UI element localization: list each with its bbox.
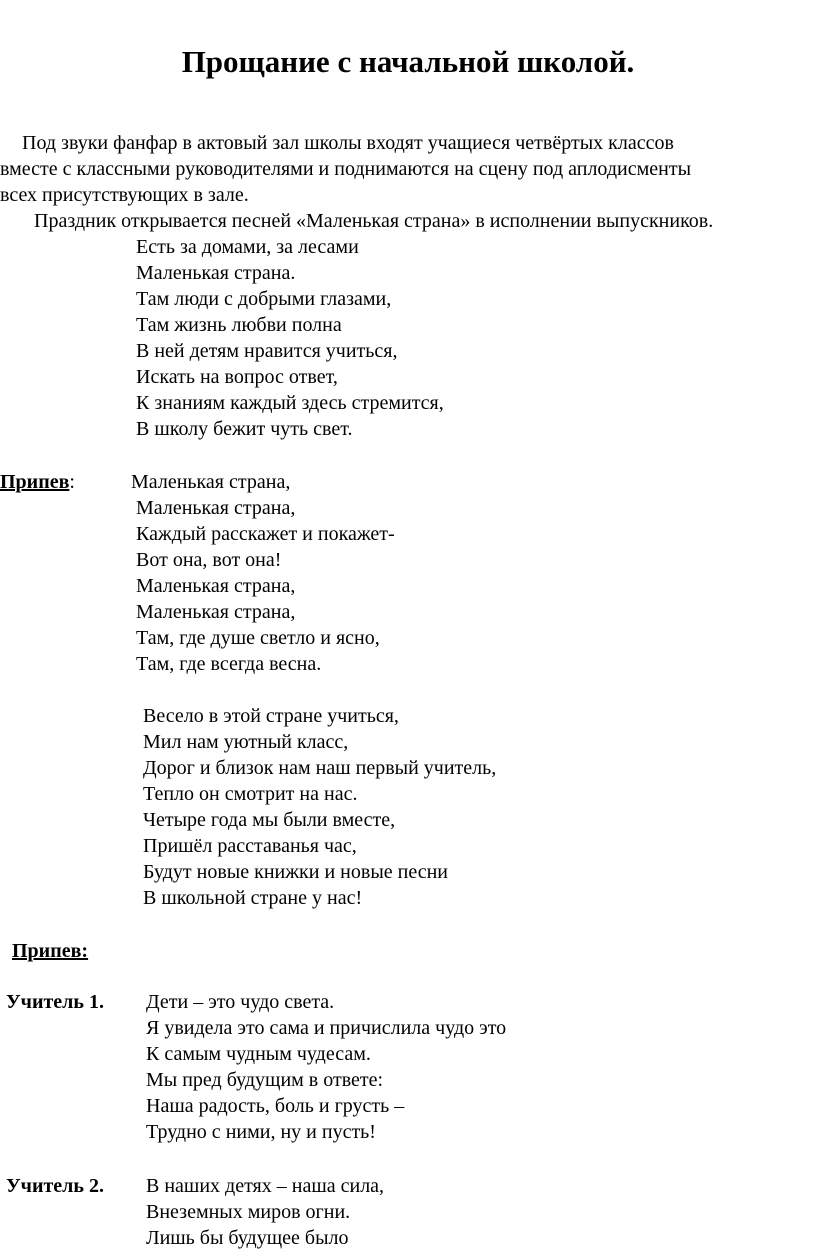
chorus-line: Там, где душе светло и ясно, xyxy=(136,627,380,649)
teacher-1-text xyxy=(146,989,506,1145)
chorus xyxy=(131,469,290,495)
teacher-1-line: Мы пред будущим в ответе: xyxy=(146,1069,384,1091)
chorus-label-colon: : xyxy=(69,471,75,493)
chorus-line: Вот она, вот она! xyxy=(136,549,282,571)
verse-1-line: В школу бежит чуть свет. xyxy=(136,418,353,440)
chorus-line: Там, где всегда весна. xyxy=(136,653,322,675)
chorus-line: Маленькая страна, xyxy=(131,471,291,493)
verse-2-line: Четыре года мы были вместе, xyxy=(143,809,396,831)
chorus-rest xyxy=(136,495,395,677)
intro-line-1: Под звуки фанфар в актовый зал школы входят учащиеся четвёртых классов xyxy=(22,132,674,154)
verse-1-line: Маленькая страна. xyxy=(136,262,296,284)
verse-2-line: Мил нам уютный класс, xyxy=(143,731,349,753)
verse-1-line: К знаниям каждый здесь стремится, xyxy=(136,392,444,414)
chorus-line: Маленькая страна, xyxy=(136,575,296,597)
verse-2 xyxy=(143,703,496,911)
teacher-2-line: Лишь бы будущее было xyxy=(146,1227,349,1249)
teacher-2-line: В наших детях – наша сила, xyxy=(146,1175,385,1197)
chorus-2-label: Припев: xyxy=(12,940,89,962)
teacher-1-line: Наша радость, боль и грусть – xyxy=(146,1095,405,1117)
teacher-1-label: Учитель 1. xyxy=(6,991,104,1013)
teacher-1-line: К самым чудным чудесам. xyxy=(146,1043,371,1065)
verse-2-line: Дорог и близок нам наш первый учитель, xyxy=(143,757,497,779)
teacher-2-label: Учитель 2. xyxy=(6,1175,104,1197)
verse-2-line: Весело в этой стране учиться, xyxy=(143,705,399,727)
intro-line-3: всех присутствующих в зале. xyxy=(0,184,249,206)
teacher-1-line: Я увидела это сама и причислила чудо это xyxy=(146,1017,507,1039)
verse-1-line: Там жизнь любви полна xyxy=(136,314,342,336)
verse-1 xyxy=(136,234,444,442)
intro-line-4: Праздник открывается песней «Маленькая страна» в исполнении выпускников. xyxy=(34,210,714,232)
teacher-1-line: Трудно с ними, ну и пусть! xyxy=(146,1121,376,1143)
verse-2-line: Будут новые книжки и новые песни xyxy=(143,861,448,883)
teacher-2-text xyxy=(146,1173,384,1251)
verse-1-line: Там люди с добрыми глазами, xyxy=(136,288,392,310)
verse-1-line: В ней детям нравится учиться, xyxy=(136,340,398,362)
page-title: Прощание с начальной школой. xyxy=(181,44,635,79)
verse-2-line: Пришёл расставанья час, xyxy=(143,835,357,857)
verse-1-line: Есть за домами, за лесами xyxy=(136,236,359,258)
verse-1-line: Искать на вопрос ответ, xyxy=(136,366,338,388)
chorus-label xyxy=(0,469,75,495)
teacher-2-line: Внеземных миров огни. xyxy=(146,1201,351,1223)
intro-line-2: вместе с классными руководителями и поднимаются на сцену под аплодисменты xyxy=(0,158,692,180)
chorus-label-text: Припев xyxy=(0,471,70,493)
chorus-line: Каждый расскажет и покажет- xyxy=(136,523,395,545)
verse-2-line: В школьной стране у нас! xyxy=(143,887,363,909)
chorus-line: Маленькая страна, xyxy=(136,601,296,623)
verse-2-line: Тепло он смотрит на нас. xyxy=(143,783,358,805)
teacher-1-line: Дети – это чудо света. xyxy=(146,991,335,1013)
chorus-line: Маленькая страна, xyxy=(136,497,296,519)
